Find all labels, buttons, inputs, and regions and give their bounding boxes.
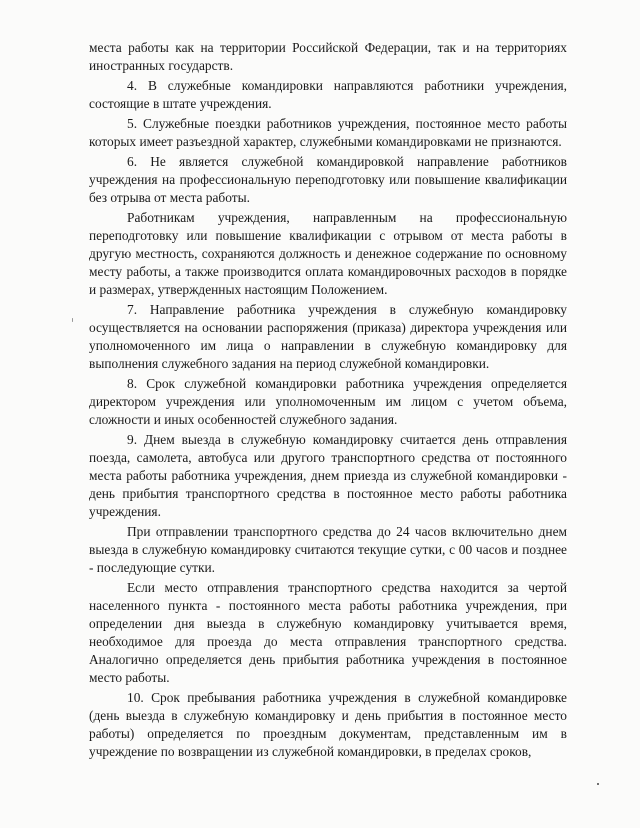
- paragraph-item-4: 4. В служебные командировки направляются работники учреждения, состоящие в штате учреждения.: [89, 78, 567, 111]
- document-body: [89, 39, 567, 763]
- paragraph-item-5: 5. Служебные поездки работников учреждения, постоянное место работы которых имеет разъездной характер, служебными командировками не признаются.: [89, 116, 567, 149]
- paragraph-item-10: 10. Срок пребывания работника учреждения в служебной командировке (день выезда в служебную командировку и день прибытия в постоянное место работы) определяется по проездным документам, представленным им в учреждение по возвращении из служебной командировки, в пределах сроков,: [89, 690, 567, 759]
- scan-speck: [597, 783, 599, 785]
- paragraph-item-7: 7. Направление работника учреждения в служебную командировку осуществляется на основании распоряжения (приказа) директора учреждения или уполномоченного им лица о направлении в служебную командировку для выполнения служебного задания на период служебной командировки.: [89, 302, 567, 371]
- paragraph-item-6: 6. Не является служебной командировкой направление работников учреждения на профессиональную переподготовку или повышение квалификации без отрыва от места работы.: [89, 154, 567, 205]
- paragraph-item-8: 8. Срок служебной командировки работника учреждения определяется директором учреждения или уполномоченным им лицом с учетом объема, сложности и иных особенностей служебного задания.: [89, 376, 567, 427]
- paragraph-item-9-outside-locality: Если место отправления транспортного средства находится за чертой населенного пункта - постоянного места работы работника учреждения, при определении дня выезда в служебную командировку учитывается время, необходимое для проезда до места отправления транспортного средства. Аналогично определяется день прибытия работника учреждения в постоянное место работы.: [89, 580, 567, 685]
- paragraph-item-6-retraining: Работникам учреждения, направленным на профессиональную переподготовку или повышение квалификации с отрывом от места работы в другую местность, сохраняются должность и денежное содержание по основному месту работы, а также производится оплата командировочных расходов в порядке и размерах, утвержденных настоящим Положением.: [89, 210, 567, 297]
- scan-speck: [72, 318, 73, 322]
- paragraph-item-9: 9. Днем выезда в служебную командировку считается день отправления поезда, самолета, автобуса или другого транспортного средства от постоянного места работы работника учреждения, днем приезда из служебной командировки - день прибытия транспортного средства в постоянное место работы работника учреждения.: [89, 432, 567, 519]
- paragraph-item-9-departure-time: При отправлении транспортного средства до 24 часов включительно днем выезда в служебную командировку считаются текущие сутки, с 00 часов и позднее - последующие сутки.: [89, 524, 567, 575]
- paragraph-continuation: места работы как на территории Российской Федерации, так и на территориях иностранных государств.: [89, 40, 567, 73]
